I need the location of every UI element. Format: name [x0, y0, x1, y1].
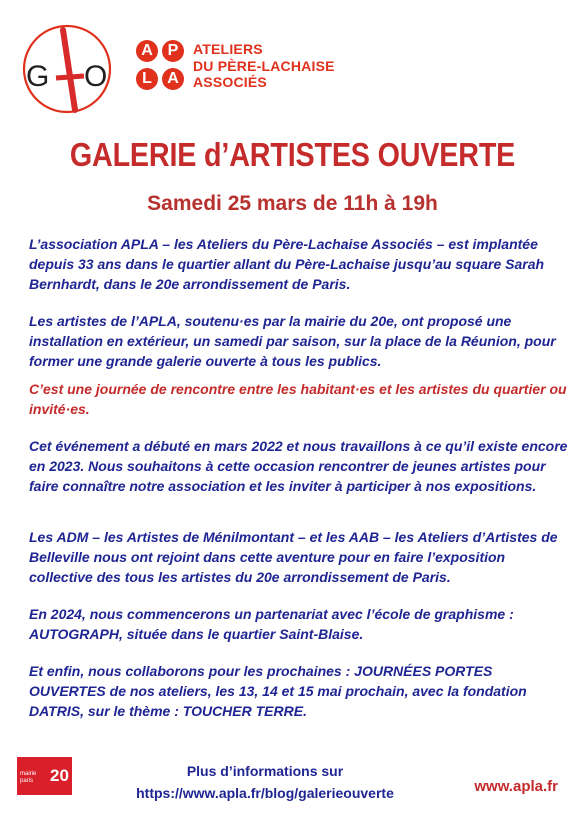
paragraph-history: Cet événement a débuté en mars 2022 et nous travaillons à ce qu’il existe encore en 2023. Nous souhaitons à cette occasion rencontrer de jeunes artistes pour faire connaître notre association et les inviter à participer à nos expositions.	[29, 438, 568, 494]
svg-text:O: O	[84, 60, 108, 93]
mairie-logo-text	[20, 771, 36, 785]
apla-letter-a2: A	[162, 68, 184, 90]
apla-letter-a1: A	[136, 40, 158, 62]
mairie-paris-20-logo	[17, 757, 72, 795]
mairie-logo-line: mairie	[20, 771, 37, 777]
paragraph-artists: Les artistes de l’APLA, soutenu·es par la mairie du 20e, ont proposé une installation en extérieur, un samedi par saison, sur la place de la Réunion, pour former une grande galerie ouverte à tous les publics.	[29, 313, 556, 369]
svg-text:G: G	[26, 60, 50, 93]
mairie-logo-line: paris	[20, 778, 34, 784]
page-title: GALERIE d’ARTISTES OUVERTE	[69, 136, 516, 173]
apla-name-line: ATELIERS	[193, 41, 263, 57]
more-info-label: Plus d’informations sur	[186, 763, 344, 779]
event-date: Samedi 25 mars de 11h à 19h	[147, 192, 438, 215]
more-info	[95, 760, 435, 804]
apla-logo	[136, 40, 188, 96]
paragraph-partners: Les ADM – les Artistes de Ménilmontant – et les AAB – les Ateliers d’Artistes de Belleville nous ont rejoint dans cette aventure pour en faire l’exposition collective des tous les artistes du 20e arrondissement de Paris.	[29, 529, 558, 585]
apla-letter-l: L	[136, 68, 158, 90]
paragraph-open-doors: Et enfin, nous collaborons pour les prochaines : JOURNÉES PORTES OUVERTES de nos ateliers, les 13, 14 et 15 mai prochain, avec la fondation DATRIS, sur le thème : TOUCHER TERRE.	[29, 663, 527, 719]
apla-name-line: DU PÈRE-LACHAISE	[193, 57, 335, 74]
mairie-logo-number: 20	[50, 766, 69, 785]
more-info-url[interactable]: https://www.apla.fr/blog/galerieouverte	[136, 785, 394, 801]
website-link[interactable]: www.apla.fr	[474, 778, 558, 795]
apla-name	[193, 41, 335, 91]
paragraph-meeting-day: C’est une journée de rencontre entre les habitant·es et les artistes du quartier ou invité·es.	[29, 381, 567, 417]
apla-letter-p: P	[162, 40, 184, 62]
paragraph-intro: L’association APLA – les Ateliers du Père-Lachaise Associés – est implantée depuis 33 ans dans le quartier allant du Père-Lachaise jusqu’au square Sarah Bernhardt, dans le 20e arrondissement de Paris.	[29, 236, 545, 292]
paragraph-autograph: En 2024, nous commencerons un partenariat avec l’école de graphisme : AUTOGRAPH, située dans le quartier Saint-Blaise.	[29, 606, 514, 642]
apla-name-line: ASSOCIÉS	[193, 74, 267, 90]
gao-logo	[18, 20, 118, 120]
